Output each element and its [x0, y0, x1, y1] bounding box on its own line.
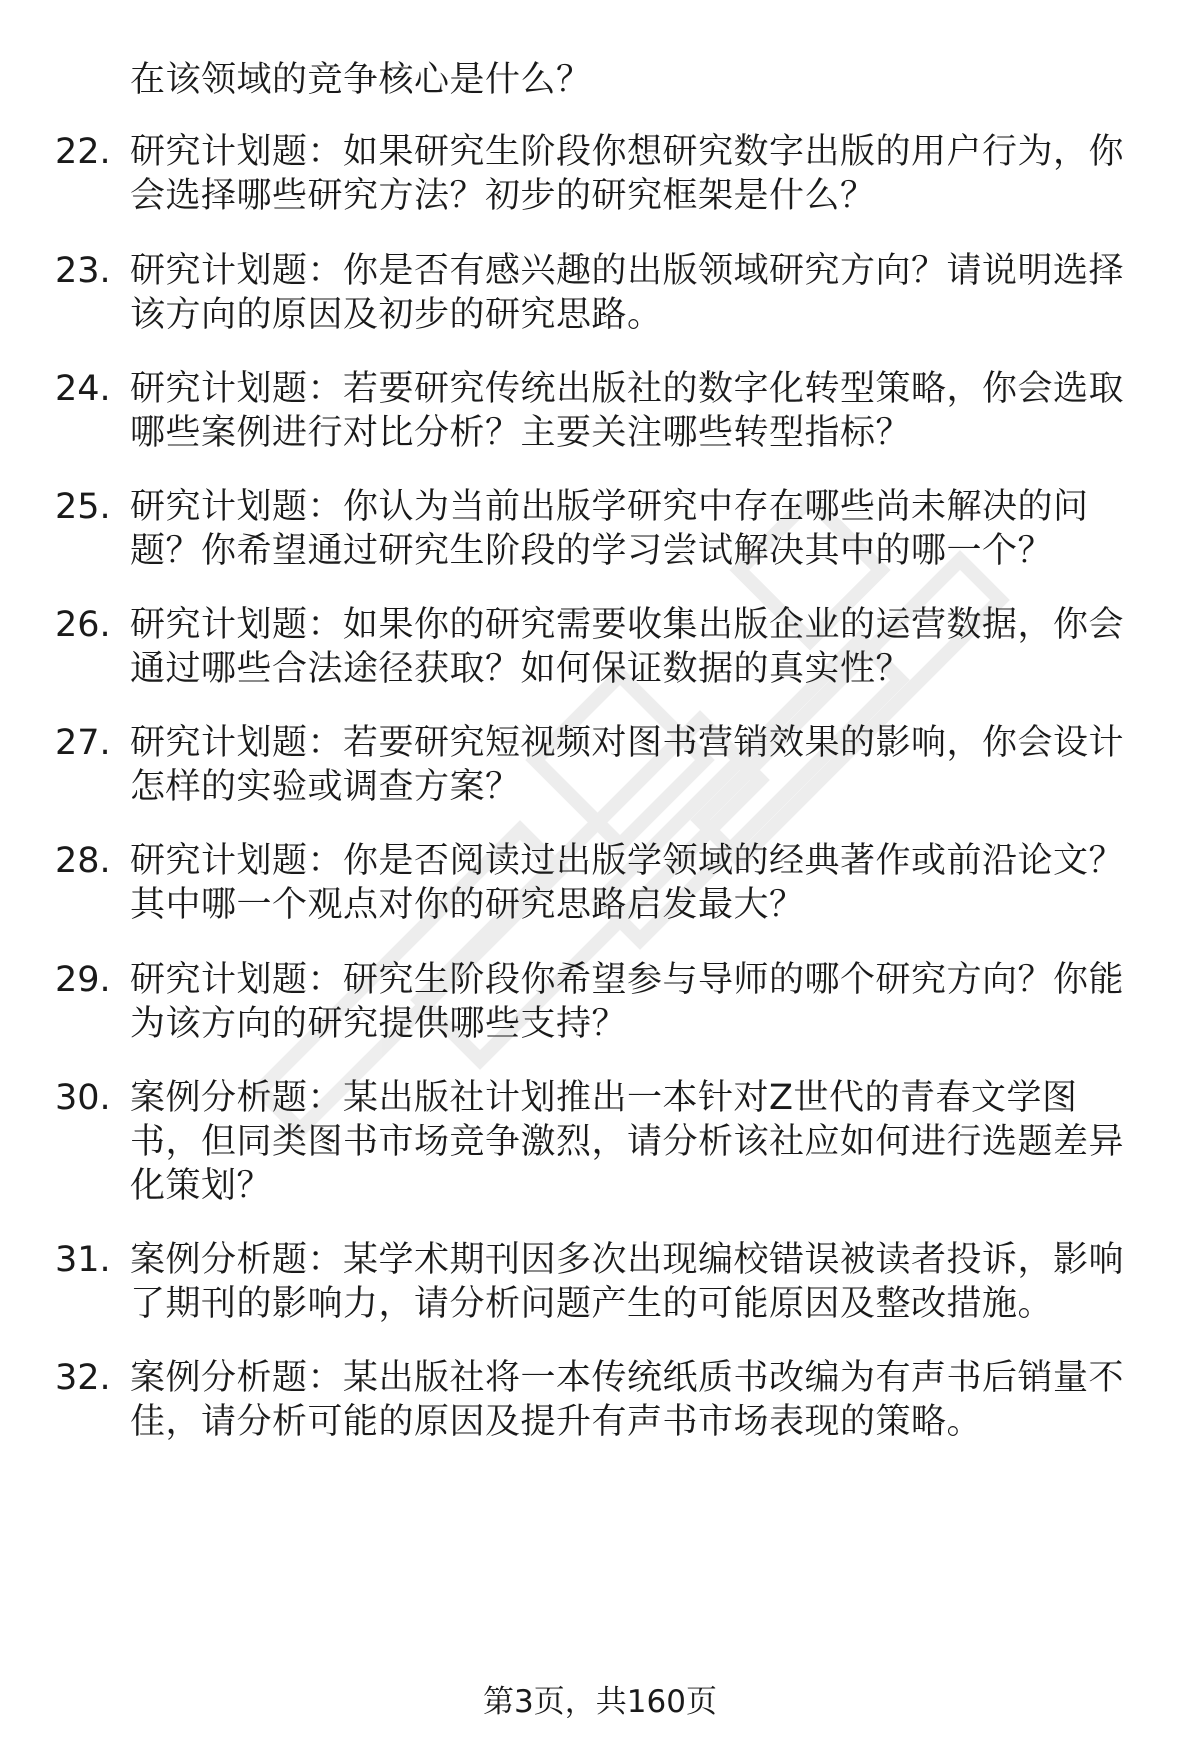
question-text-line: 怎样的实验或调查方案？ — [130, 767, 521, 807]
question-text-line: 其中哪一个观点对你的研究思路启发最大？ — [130, 885, 805, 925]
question-text-line: 研究计划题：如果研究生阶段你想研究数字出版的用户行为，你 — [130, 132, 1125, 172]
question-number: 26. — [55, 605, 111, 645]
question-text-line: 研究计划题：若要研究传统出版社的数字化转型策略，你会选取 — [130, 369, 1125, 409]
question-number: 23. — [55, 251, 111, 291]
question-text-line: 会选择哪些研究方法？初步的研究框架是什么？ — [130, 176, 876, 216]
question-text-line: 题？你希望通过研究生阶段的学习尝试解决其中的哪一个？ — [130, 531, 1054, 571]
question-text-line: 研究计划题：若要研究短视频对图书营销效果的影响，你会设计 — [130, 723, 1125, 763]
question-number: 29. — [55, 960, 111, 1000]
question-text-line: 通过哪些合法途径获取？如何保证数据的真实性？ — [130, 649, 912, 689]
question-text-line: 该方向的原因及初步的研究思路。 — [130, 295, 663, 335]
question-number: 27. — [55, 723, 111, 763]
question-text-line: 了期刊的影响力，请分析问题产生的可能原因及整改措施。 — [130, 1284, 1054, 1324]
question-text-line: 化策划？ — [130, 1166, 273, 1206]
question-number: 32. — [55, 1358, 111, 1398]
question-number: 30. — [55, 1078, 111, 1118]
question-number: 22. — [55, 132, 111, 172]
page-number-footer: 第3页，共160页 — [483, 1684, 717, 1720]
question-text-line: 研究计划题：你是否阅读过出版学领域的经典著作或前沿论文？ — [130, 841, 1125, 881]
continuation-line: 在该领域的竞争核心是什么？ — [130, 60, 592, 100]
question-text-line: 研究计划题：研究生阶段你希望参与导师的哪个研究方向？你能 — [130, 960, 1125, 1000]
question-number: 25. — [55, 487, 111, 527]
question-text-line: 研究计划题：如果你的研究需要收集出版企业的运营数据，你会 — [130, 605, 1125, 645]
question-text-line: 哪些案例进行对比分析？主要关注哪些转型指标？ — [130, 413, 912, 453]
question-number: 28. — [55, 841, 111, 881]
question-number: 24. — [55, 369, 111, 409]
question-text-line: 书，但同类图书市场竞争激烈，请分析该社应如何进行选题差异 — [130, 1122, 1125, 1162]
question-text-line: 案例分析题：某出版社计划推出一本针对Z世代的青春文学图 — [130, 1078, 1078, 1118]
question-text-line: 佳，请分析可能的原因及提升有声书市场表现的策略。 — [130, 1402, 983, 1442]
question-text-line: 案例分析题：某学术期刊因多次出现编校错误被读者投诉，影响 — [130, 1240, 1125, 1280]
question-text-line: 研究计划题：你是否有感兴趣的出版领域研究方向？请说明选择 — [130, 251, 1125, 291]
question-number: 31. — [55, 1240, 111, 1280]
question-text-line: 为该方向的研究提供哪些支持？ — [130, 1004, 628, 1044]
question-text-line: 案例分析题：某出版社将一本传统纸质书改编为有声书后销量不 — [130, 1358, 1125, 1398]
question-text-line: 研究计划题：你认为当前出版学研究中存在哪些尚未解决的问 — [130, 487, 1089, 527]
